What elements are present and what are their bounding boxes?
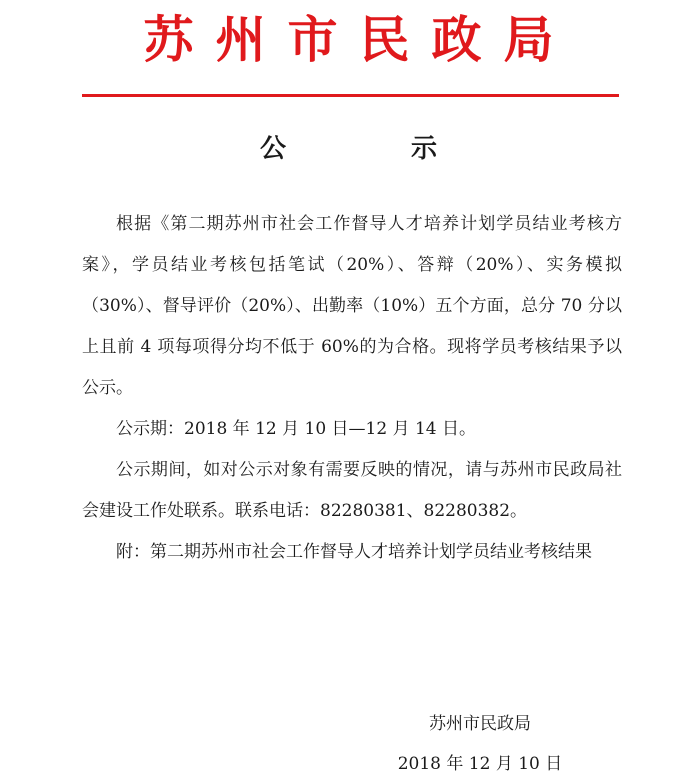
notice-paragraph-contact: 公示期间，如对公示对象有需要反映的情况，请与苏州市民政局社会建设工作处联系。联系电话：82280381、82280382。 xyxy=(82,460,622,521)
signature-date: 2018 年 12 月 10 日 xyxy=(397,754,563,774)
notice-paragraph-attachment: 附：第二期苏州市社会工作督导人才培养计划学员结业考核结果 xyxy=(116,542,592,562)
notice-paragraph-period: 公示期：2018 年 12 月 10 日—12 月 14 日。 xyxy=(116,419,477,439)
document-header xyxy=(0,10,697,70)
signature-issuer: 苏州市民政局 xyxy=(429,714,531,734)
notice-title: 公 示 xyxy=(259,134,496,164)
red-divider-line xyxy=(82,94,619,97)
issuing-organization-name: 苏州市民政局 xyxy=(143,11,576,69)
notice-body xyxy=(82,204,622,573)
notice-paragraph-assessment: 根据《第二期苏州市社会工作督导人才培养计划学员结业考核方案》，学员结业考核包括笔试（20%）、答辩（20%）、实务模拟（30%）、督导评价（20%）、出勤率（10%）五个方面，总分 70 分以上且前 4 项每项得分均不低于 60%的为合格。现将学员考核结果予以公示。 xyxy=(82,214,622,398)
signature-block xyxy=(380,704,580,784)
